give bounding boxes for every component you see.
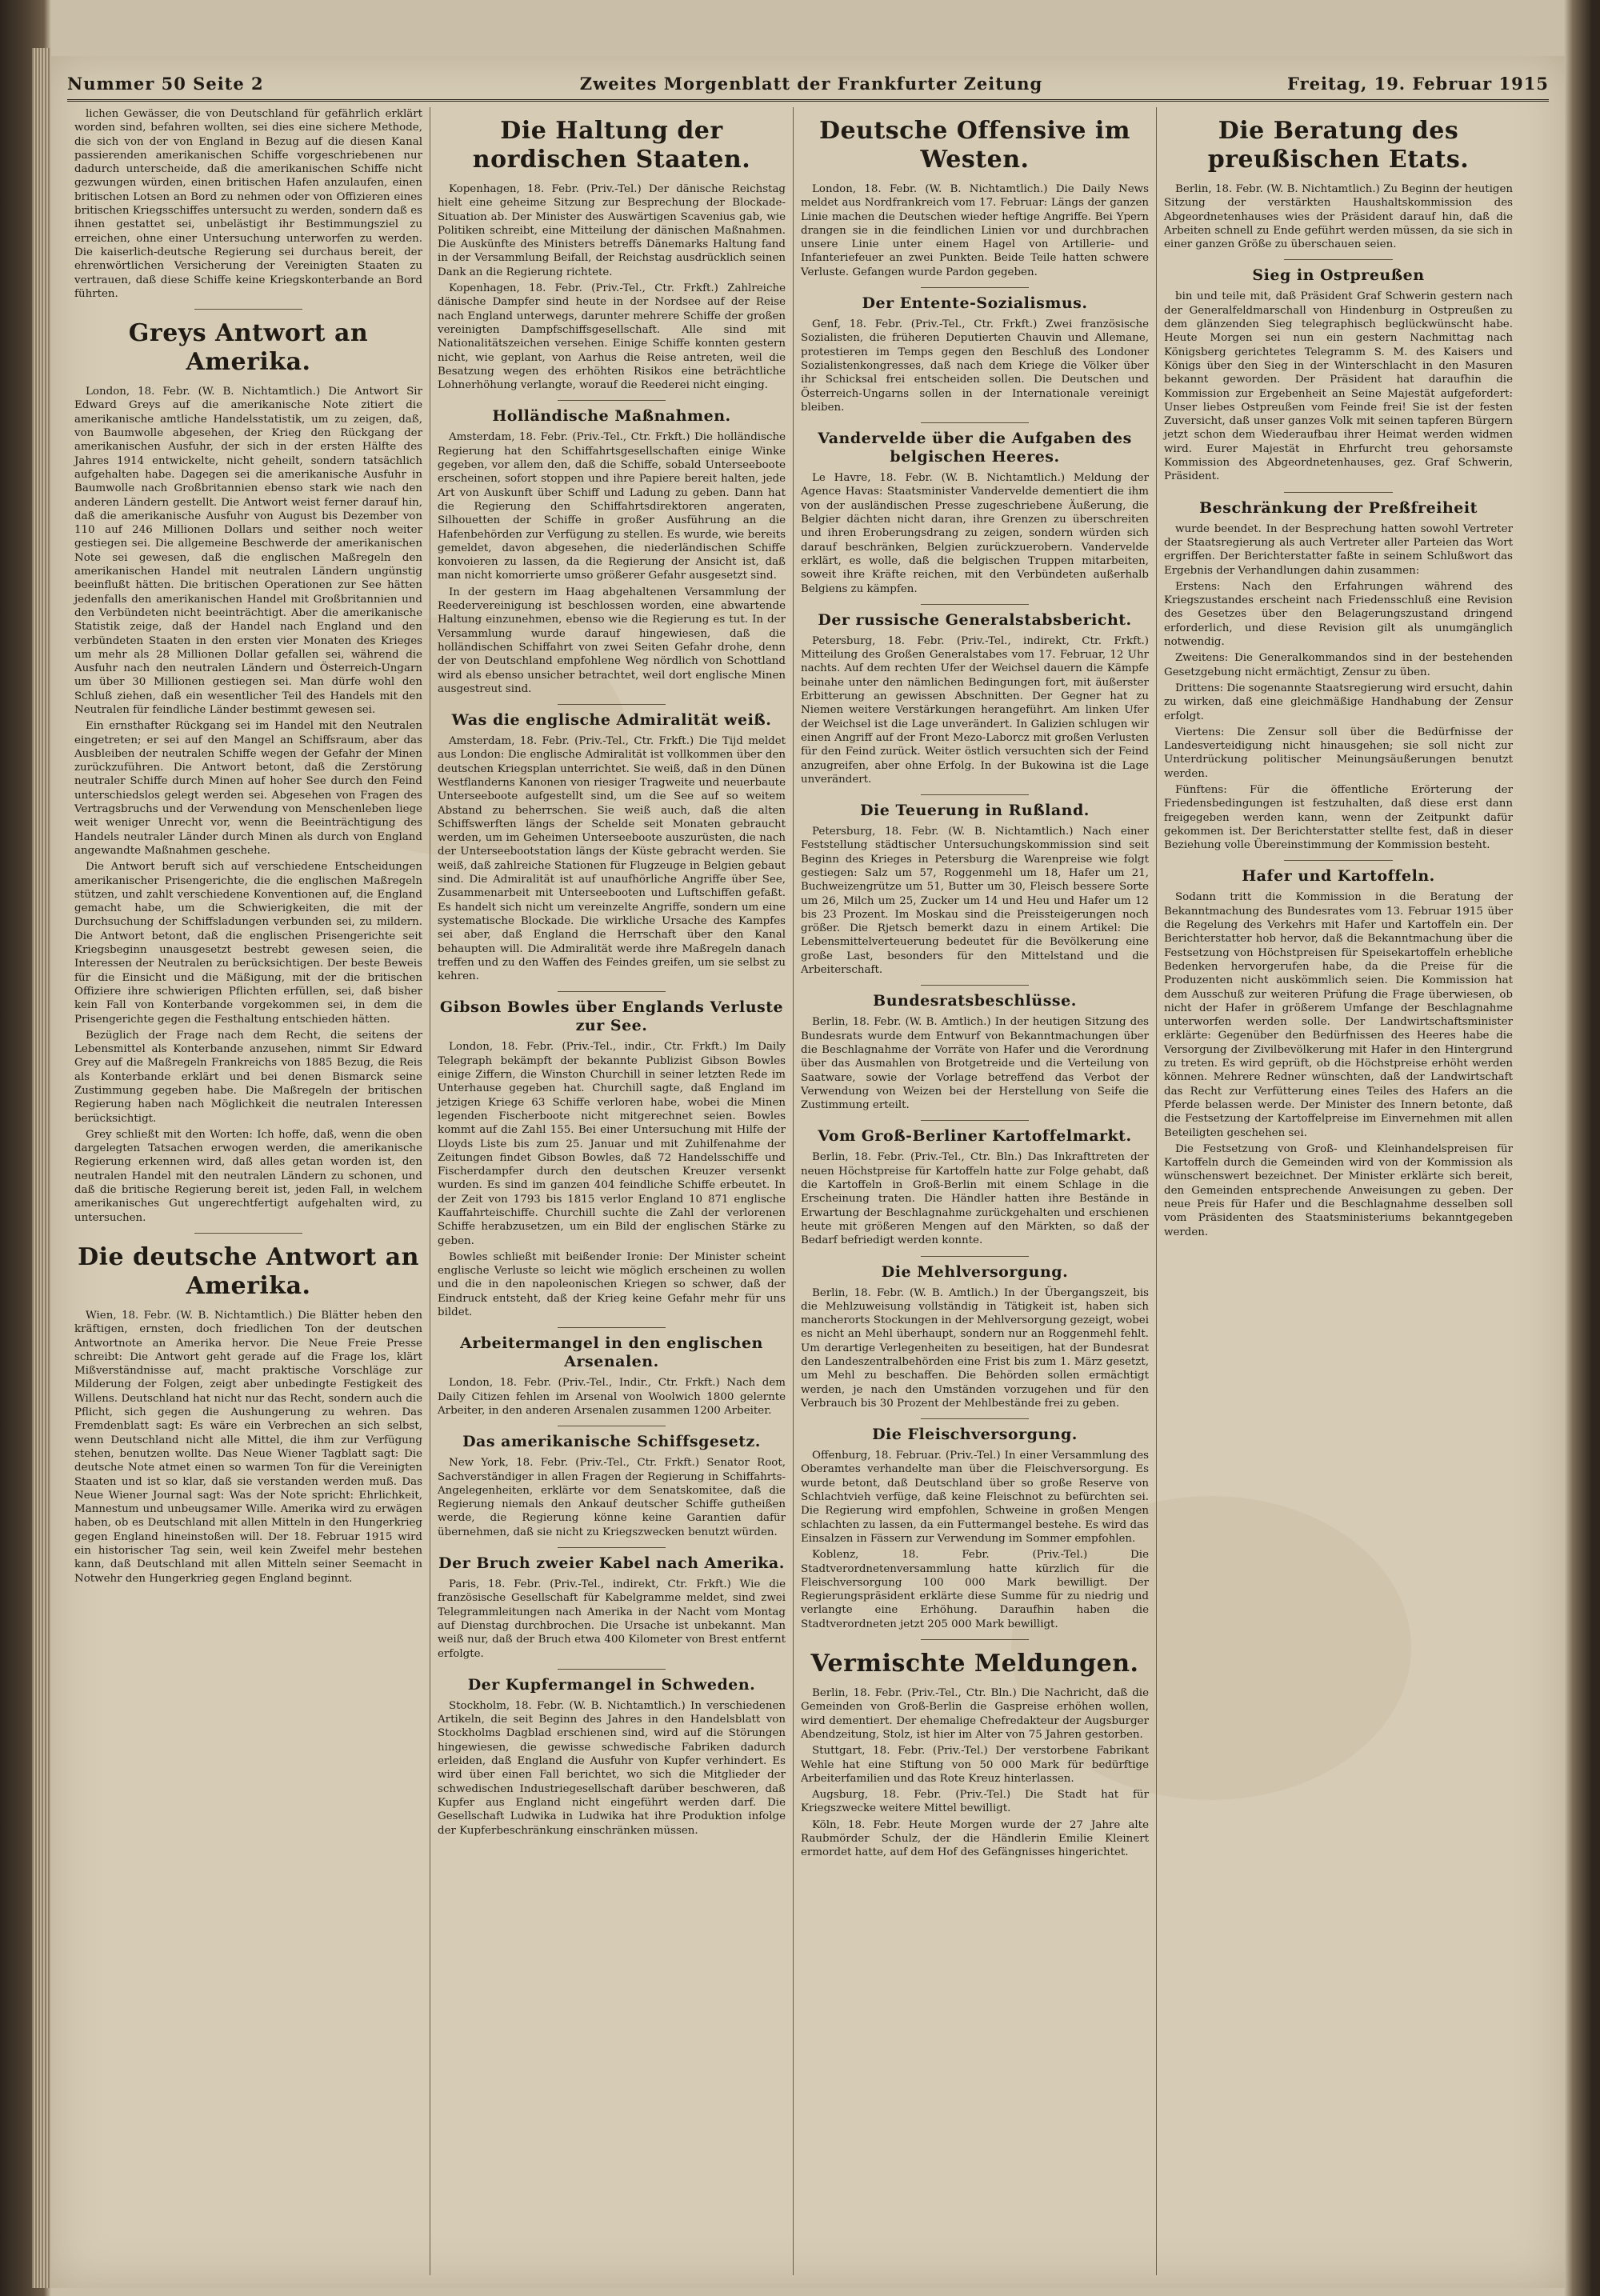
article [74, 309, 422, 1225]
article-paragraph: Fünftens: Für die öffentliche Erörterung der Friedensbedingungen ist festzuhalten, daß diese erst dann freigegeben werden kann, wenn der Zeitpunkt dafür gekommen ist. Der Berichterstatter stellte fest, daß in dieser Beziehung volle Übereinstimmung der Kommission besteht. [1164, 783, 1513, 852]
article-headline: Hafer und Kartoffeln. [1242, 867, 1435, 886]
article-headline: Greys Antwort an Amerika. [128, 319, 369, 377]
article-headline: Die Haltung der nordischen Staaten. [472, 117, 751, 174]
article-paragraph: Amsterdam, 18. Febr. (Priv.-Tel., Ctr. Frkft.) Die holländische Regierung hat den Schiffahrtsgesellschaften einige Winke gegeben, vor allem den, daß die Schiffe, sobald Unterseeboote erscheinen, sofort stoppen und ihre Papiere bereit halten, jede Art von Auskunft über Schiff und Ladung zu geben. Dann hat die Regierung den Schiffahrtsdirektoren angeraten, Silhouetten der Schiffe in großer Ausführung an die Hafenbehörden zur Verfügung zu stellen. Es wurde, wie bereits gemeldet, davon abgesehen, die niederländischen Schiffe konvoieren zu lassen, da die Regierung der Ansicht ist, daß man nicht komorrierte umso größerer Gefahr ausgesetzt sind. [438, 431, 786, 582]
article [1164, 117, 1513, 251]
article [438, 704, 786, 983]
article-paragraph: Petersburg, 18. Febr. (Priv.-Tel., indirekt, Ctr. Frkft.) Mitteilung des Großen Generalstabes vom 17. Februar, 12 Uhr nachts. Auf dem rechten Ufer der Weichsel dauern die Kämpfe beinahe unter den nämlichen Bedingungen fort, mit äußerster Erbitterung an gewissen Abschnitten. Der Gegner hat zu Niemen weitere Verstärkungen herangeführt. Am linken Ufer der Weichsel ist die Lage unverändert. In Galizien schlugen wir einen Angriff auf der Front Mezo-Laborcz mit großen Verlusten für den Feind zurück. Weiter östlich versuchten sich der Feind anzugreifen, aber ohne Erfolg. In der Bukowina ist die Lage unverändert. [801, 634, 1149, 786]
article-paragraph: Sodann tritt die Kommission in die Beratung der Bekanntmachung des Bundesrates vom 13. Februar 1915 über die Regelung des Verkehrs mit Hafer und Kartoffeln ein. Der Berichterstatter hob hervor, daß die Bekanntmachung über die Festsetzung von Höchstpreisen für Speisekartoffeln erhebliche Bedenken hervorgerufen habe, da die Preise für die Produzenten nicht auskömmlich seien. Die Kommission hat dem Ausschuß zur weiteren Prüfung die Frage überwiesen, ob nicht der Hafer in größerem Umfange der Beschlagnahme unterworfen werden solle. Der Landwirtschaftsminister erklärte: Gegenüber den Bedürfnissen des Heeres habe die Versorgung der Zivilbevölkerung mit Hafer in den Hintergrund zu treten. Es wird geprüft, ob die Höchstpreise erhöht werden können. Mehrere Redner wünschten, daß der Landwirtschaft das Recht zur Verfütterung eines Teiles des Hafers an die Pferde belassen werde. Der Minister des Innern betonte, daß die Festsetzung der Kartoffelpreise im Einvernehmen mit allen Beteiligten geschehen sei. [1164, 891, 1513, 1139]
article-paragraph: Bezüglich der Frage nach dem Recht, die seitens der Lebensmittel als Konterbande anzusehen, nimmt Sir Edward Grey auf die Maßregeln Frankreichs von 1885 Bezug, die Reis als Konterbande erklärt und bei denen Bismarck seine Zustimmung gegeben habe. Die Maßregeln der britischen Regierung haben nach Möglichkeit die neutralen Interessen berücksichtigt. [74, 1029, 422, 1125]
column-rule [558, 1547, 666, 1548]
article-paragraph: Drittens: Die sogenannte Staatsregierung wird ersucht, dahin zu wirken, daß eine gleichmäßige Handhabung der Zensur erfolgt. [1164, 682, 1513, 722]
article-paragraph: Kopenhagen, 18. Febr. (Priv.-Tel., Ctr. Frkft.) Zahlreiche dänische Dampfer sind heute in der Nordsee auf der Reise nach England unterwegs, darunter mehrere Schiffe der großen vereinigten Dampfschiffsgesellschaft. Alle sind mit Nationalitätszeichen versehen. Einige Schiffe konnten gestern nicht, wie geplant, von Aarhus die Reise antreten, weil die Besatzung wegen des erhöhten Risikos eine beträchtliche Lohnerhöhung verlangte, worauf die Reederei nicht einging. [438, 282, 786, 392]
article-paragraph: Berlin, 18. Febr. (W. B. Nichtamtlich.) Zu Beginn der heutigen Sitzung der verstärkten Haushaltskommission des Abgeordnetenhauses wies der Präsident darauf hin, daß die Arbeiten schnell zu Ende geführt werden müssen, da sie sich in einer ganzen Größe zu überschauen seien. [1164, 183, 1513, 251]
article-paragraph: Stockholm, 18. Febr. (W. B. Nichtamtlich.) In verschiedenen Artikeln, die seit Beginn des Jahres in den Handelsblatt von Stockholms Dagblad erschienen sind, wird auf die Störungen hingewiesen, die gewisse schwedische Fabriken dadurch erleiden, daß England die Ausfuhr von Kupfer verhindert. Es wird über einen Fall berichtet, wo sich die Mitglieder der schwedischen Industriegesellschaft darüber beschweren, daß Kupfer aus England nicht eingeführt werden darf. Die Gesellschaft Ludwika in Ludwika hat ihre Produktion infolge der Kupferbeschränkung einschränken müssen. [438, 1699, 786, 1837]
article-paragraph: Stuttgart, 18. Febr. (Priv.-Tel.) Der verstorbene Fabrikant Wehle hat eine Stiftung von 50 000 Mark für bedürftige Arbeiterfamilien und das Rote Kreuz hinterlassen. [801, 1745, 1149, 1785]
article [801, 117, 1149, 279]
article-paragraph: Köln, 18. Febr. Heute Morgen wurde der 27 Jahre alte Raubmörder Schulz, der die Händlerin Emilie Kleinert ermordet hatte, auf dem Hof des Gefängnisses hingerichtet. [801, 1818, 1149, 1859]
article-paragraph: lichen Gewässer, die von Deutschland für gefährlich erklärt worden sind, befahren wollten, sei dies eine sichere Methode, die sich von der von England in Bezug auf die diesen Kanal passierenden amerikanischen Schiffe vorgeschriebenen nur dadurch unterscheide, daß die amerikanischen Schiffe nicht gezwungen würden, einen britischen Hafen anzulaufen, einen britischen Lotsen an Bord zu nehmen oder von Offizieren eines britischen Kriegsschiffes untersucht zu werden, sondern daß es ihnen gestattet sei, unbelästigt ihr Bestimmungsziel zu erreichen, ohne einer Untersuchung unterworfen zu werden. Die kaiserlich-deutsche Regierung sei durchaus bereit, der ehrenwörtlichen Versicherung der Vereinigten Staaten zu vertrauen, daß diese Schiffe keine Kriegskonterbande an Bord führten. [74, 108, 422, 300]
article-headline: Arbeitermangel in den englischen Arsenalen. [460, 1334, 763, 1371]
article-headline: Beschränkung der Preßfreiheit [1199, 498, 1478, 517]
article-paragraph: New York, 18. Febr. (Priv.-Tel., Ctr. Frkft.) Senator Root, Sachverständiger in allen Fragen der Regierung in Schiffahrts-Angelegenheiten, erklärte vor dem Senatskomitee, daß die Regierung niemals den Ankauf deutscher Schiffe gutheißen werde, die Regierung könne keine Garantien dafür übernehmen, daß sie nicht zu Kriegszwecken benutzt würden. [438, 1457, 786, 1538]
column-rule [921, 985, 1029, 986]
column-rule [558, 400, 666, 401]
article-headline: Die deutsche Antwort an Amerika. [78, 1242, 419, 1300]
column-rule [194, 1233, 302, 1234]
column-rule [558, 1669, 666, 1670]
article [801, 985, 1149, 1112]
issue-date: Freitag, 19. Februar 1915 [1287, 74, 1549, 94]
page-number-label: Nummer 50 Seite 2 [67, 74, 264, 94]
article-headline: Die Mehlversorgung. [881, 1262, 1069, 1281]
article-paragraph: Petersburg, 18. Febr. (W. B. Nichtamtlich.) Nach einer Feststellung städtischer Untersuchungskommission sind seit Beginn des Krieges in Petersburg die Warenpreise wie folgt gestiegen: Salz um 57, Roggenmehl um 18, Hafer um 21, Buchweizengrütze um 51, Butter um 30, Fleisch bessere Sorte um 26, Milch um 25, Zucker um 14 und Heu und Hafer um 12 bis 23 Prozent. Im Moskau sind die Preissteigerungen noch größer. Die Rjetsch bemerkt dazu in einem Artikel: Die Lebensmittelverteuerung bedeutet für die Bevölkerung eine große Last, besonders für den Mittelstand und die Arbeiterschaft. [801, 826, 1149, 977]
article [74, 1233, 422, 1586]
article-paragraph: Ein ernsthafter Rückgang sei im Handel mit den Neutralen eingetreten; er sei auf den Mangel an Schiffsraum, aber das Ausbleiben der neutralen Schiffe wegen der Gefahr der Minen zurückzuführen. Die Antwort betont, daß die Zerstörung neutraler Schiffe durch Minen auf hoher See durch den Feind unterschiedslos gelegt werden sei. Abgesehen von Fragen des Vertragsbruchs und der Verwendung von Menschenleben liege weit weniger Unrecht vor, wenn die Beeinträchtigung des Handels neutraler Länder durch Minen als durch von England angewandte Maßnahmen geschehe. [74, 720, 422, 857]
article-paragraph: Wien, 18. Febr. (W. B. Nichtamtlich.) Die Blätter heben den kräftigen, ernsten, doch friedlichen Ton der deutschen Antwortnote an Amerika hervor. Die Neue Freie Presse schreibt: Die Antwort geht gerade auf die Frage los, klärt Mißverständnisse auf, macht praktische Vorschläge zur Milderung der Folgen, zeigt aber unbedingte Festigkeit des Willens. Deutschland hat nicht nur das Recht, sondern auch die Pflicht, sich gegen die Aushungerung zu wehren. Das Fremdenblatt sagt: Es wäre ein Verbrechen an sich selbst, wenn Deutschland nicht alle Mittel, die ihm zur Verfügung stehen, benutzen wollte. Das Neue Wiener Tagblatt sagt: Die deutsche Note atmet einen so warmen Ton für die Vereinigten Staaten und ist so klar, daß sie verstanden werden muß. Das Neue Wiener Journal sagt: Was der Note spricht: Ehrlichkeit, Mannestum und unbeugsamer Wille. Amerika wird zu erwägen haben, ob es Deutschland mit allen Mitteln in den Hungerkrieg gegen England hineinstoßen will. Der 18. Februar 1915 wird ein historischer Tag sein, weil kein Zweifel mehr bestehen kann, daß Deutschland mit allen Mitteln seiner Seemacht in Notwehr den Hungerkrieg gegen England beginnt. [74, 1309, 422, 1585]
article-paragraph: Augsburg, 18. Febr. (Priv.-Tel.) Die Stadt hat für Kriegszwecke weitere Mittel bewilligt. [801, 1789, 1149, 1815]
column-rule [1284, 860, 1393, 861]
article-paragraph: London, 18. Febr. (W. B. Nichtamtlich.) Die Daily News meldet aus Nordfrankreich vom 17. Februar: Längs der ganzen Linie machen die Deutschen wieder heftige Angriffe. Bei Ypern drangen sie in die feindlichen Linien vor und durchbrachen unsere Linie unter einem Hagel von Artillerie- und Infanteriefeuer an zwei Punkten. Beide Teile hatten schwere Verluste. Gefangen wurde Pardon gegeben. [801, 183, 1149, 278]
column-rule [921, 287, 1029, 288]
column-rule [921, 794, 1029, 795]
column-4 [1157, 107, 1520, 2275]
article-paragraph: Amsterdam, 18. Febr. (Priv.-Tel., Ctr. Frkft.) Die Tijd meldet aus London: Die englische Admiralität ist vollkommen über den deutschen Kriegsplan unterrichtet. Sie weiß, daß in den Dünen Westflanderns Kanonen von riesiger Tragweite und neuerbaute Unterseeboote aufgestellt sind, um die See auf so weitem Abstand zu beherrschen. Sie weiß auch, daß die alten Schiffswerften längs der Schelde seit Monaten gebraucht werden, um im Geheimen Unterseeboote auszurüsten, die nach der Unterseebootstation längs der Küste gebracht werden. Sie weiß, daß zahlreiche Stationen für Flugzeuge in Belgien gebaut sind. Die Admiralität ist auf unaufhörliche Angriffe über See, Zusammenarbeit mit Unterseebooten und Luftschiffen gefaßt. Es handelt sich nicht um vereinzelte Angriffe, sondern um eine systematische Blockade. Die wirkliche Ursache des Kampfes sei aber, daß England die Herrschaft über den Kanal behaupten will. Die Admiralität werde ihre Maßregeln danach treffen und zu den Waffen des Feindes greifen, um sie selbst zu kehren. [438, 735, 786, 983]
article-paragraph: Berlin, 18. Febr. (Priv.-Tel., Ctr. Bln.) Die Nachricht, daß die Gemeinden von Groß-Berlin die Gaspreise erhöhen wollen, wird dementiert. Der ehemalige Chefredakteur der Augsburger Abendzeitung, Stolz, ist hier im Alter von 75 Jahren gestorben. [801, 1687, 1149, 1741]
article-paragraph: Zweitens: Die Generalkommandos sind in der bestehenden Gesetzgebung nicht ermächtigt, Zensur zu üben. [1164, 652, 1513, 678]
column-layout [67, 107, 1549, 2275]
article [801, 604, 1149, 786]
article-headline: Die Teuerung in Rußland. [860, 802, 1090, 820]
article-headline: Vermischte Meldungen. [810, 1650, 1139, 1678]
article [74, 107, 422, 301]
newspaper-page [51, 56, 1565, 2288]
article-headline: Sieg in Ostpreußen [1252, 266, 1425, 285]
article [438, 1669, 786, 1838]
article-paragraph: bin und teile mit, daß Präsident Graf Schwerin gestern nach der Generalfeldmarschall von Hindenburg in Ostpreußen zu dem glänzenden Sieg telegraphisch beglückwünscht habe. Heute Morgen sei nun ein gestern Nachmittag nach Königsberg gerichtetes Telegramm S. M. des Kaisers und Königs über den Sieg in der Winterschlacht in den Masuren bekannt geworden. Der Präsident hat daraufhin die Kommission zur Ergebenheit an Seine Majestät aufgefordert: Unser liebes Ostpreußen vom Feinde frei! Sie ist der festen Zuversicht, daß unser ganzes Volk mit seinen tapferen Bürgern jetzt schon dem Wiederaufbau ihrer Heimat werden widmen wird. Eurer Majestät in Ehrfurcht treu gehorsamste Kommission des Abgeordnetenhauses, gez. Graf Schwerin, Präsident. [1164, 290, 1513, 483]
article [438, 1547, 786, 1661]
article-paragraph: Viertens: Die Zensur soll über die Bedürfnisse der Landesverteidigung nicht hinausgehen; sie soll nicht zur Unterdrückung politischer Meinungsäußerungen benutzt werden. [1164, 726, 1513, 780]
article-headline: Bundesratsbeschlüsse. [873, 992, 1077, 1010]
article-paragraph: Grey schließt mit den Worten: Ich hoffe, daß, wenn die oben dargelegten Tatsachen erwogen werden, die amerikanische Regierung erkennen wird, daß alles getan worden ist, den neutralen Handel mit den neutralen Ländern zu schonen, und daß die britische Regierung bereit ist, jeden Fall, in welchem amerikanisches Gut ungerechtfertigt aufgehalten wird, zu untersuchen. [74, 1128, 422, 1224]
article-paragraph: Le Havre, 18. Febr. (W. B. Nichtamtlich.) Meldung der Agence Havas: Staatsminister Vandervelde dementiert die ihm von der ausländischen Presse zugeschriebene Äußerung, die Belgier dächten nicht daran, ihre Grenzen zu überschreiten und ihren Eroberungsdrang zu zeigen, sondern würden sich darauf beschränken, Belgien zurückzuerobern. Vandervelde erklärt, es wolle, daß die belgischen Truppen mitarbeiten, soweit ihre Kräfte reichen, mit den Verbündeten außerhalb Belgiens zu kämpfen. [801, 472, 1149, 595]
article [438, 991, 786, 1319]
column-3 [794, 107, 1157, 2275]
article-paragraph: Offenburg, 18. Februar. (Priv.-Tel.) In einer Versammlung des Oberamtes verhandelte man über die Fleischversorgung. Es wurde betont, daß Deutschland über so große Reserve von Schlachtvieh verfüge, daß keine Fleischnot zu befürchten sei. Die Regierung wird empfohlen, Schweine in großen Mengen schlachten zu lassen, da ein Futtermangel bestehe. Es wird das Einsalzen in Fässern zur Verwendung im Sommer empfohlen. [801, 1450, 1149, 1545]
article-headline: Was die englische Admiralität weiß. [451, 711, 772, 730]
article [438, 1426, 786, 1539]
article-paragraph: In der gestern im Haag abgehaltenen Versammlung der Reedervereinigung ist beschlossen worden, eine abwartende Haltung einzunehmen, ebenso wie die Regierung es tut. In der Versammlung wurde darauf hingewiesen, daß die holländischen Schiffahrt von zwei Seiten Gefahr drohe, denn der von Deutschland empfohlene Weg nördlich von Schottland wird als ebenso unsicher betrachtet, weil dort englische Minen ausgestreut sind. [438, 586, 786, 695]
article [438, 117, 786, 392]
article [438, 400, 786, 696]
article [1164, 492, 1513, 853]
article-headline: Die Fleischversorgung. [872, 1426, 1078, 1444]
page-header [67, 67, 1549, 102]
column-rule [921, 1418, 1029, 1419]
newspaper-name: Zweites Morgenblatt der Frankfurter Zeitung [579, 74, 1043, 94]
article-headline: Vom Groß-Berliner Kartoffelmarkt. [818, 1127, 1132, 1146]
article-headline: Gibson Bowles über Englands Verluste zur See. [439, 998, 784, 1035]
article-paragraph: Koblenz, 18. Febr. (Priv.-Tel.) Die Stadtverordnetenversammlung hatte kürzlich für die Fleischversorgung 100 000 Mark bewilligt. Der Regierungspräsident erklärte diese Summe für zu niedrig und verlangte eine Erhöhung. Daraufhin haben die Stadtverordneten jetzt 205 000 Mark bewilligt. [801, 1549, 1149, 1630]
article-paragraph: Berlin, 18. Febr. (Priv.-Tel., Ctr. Bln.) Das Inkrafttreten der neuen Höchstpreise für Kartoffeln hatte zur Folge gehabt, daß die Kartoffeln in Groß-Berlin mit einem Schlage in die Erscheinung traten. Die Händler hatten ihre Bestände in Erwartung der Beschlagnahme zurückgehalten und erschienen heute mit größeren Mengen auf den Märkten, so daß der Bedarf befriedigt werden konnte. [801, 1151, 1149, 1247]
column-rule [921, 1256, 1029, 1257]
article-paragraph: Genf, 18. Febr. (Priv.-Tel., Ctr. Frkft.) Zwei französische Sozialisten, die früheren Deputierten Chauvin und Allemane, protestieren im Temps gegen den Beschluß des Londoner Sozialistenkongresses, daß nach dem Kriege die Völker über ihr Schicksal frei entscheiden sollen. Die Deutschen und Österreich-Ungarns sollen in der Internationale vereinigt bleiben. [801, 318, 1149, 414]
article [801, 1639, 1149, 1860]
column-1 [67, 107, 430, 2275]
article-paragraph: London, 18. Febr. (Priv.-Tel., indir., Ctr. Frkft.) Im Daily Telegraph bekämpft der bekannte Publizist Gibson Bowles einige Ziffern, die Winston Churchill in seiner letzten Rede im Unterhause gegeben hat. Churchill sagte, daß England im jetzigen Kriege 63 Schiffe verloren habe, wobei die Minen legenden Fischerboote nicht mitgerechnet seien. Bowles kommt auf die Zahl 155. Bei einer Untersuchung mit Hilfe der Lloyds Liste bis zum 25. Januar und mit Zuhilfenahme der Zeitungen findet Gibson Bowles, daß 72 Handelsschiffe und Fischerdampfer durch den deutschen Kreuzer versenkt wurden. Es sind im ganzen 404 feindliche Schiffe erbeutet. In der Zeit von 1793 bis 1815 verlor England 10 871 englische Kauffahrteischiffe. Churchill suchte die Zahl der verlorenen Schiffe herabzusetzen, um ein Bild der englischen Stärke zu geben. [438, 1041, 786, 1247]
column-rule [1284, 492, 1393, 493]
article [801, 794, 1149, 977]
page-stack-edge [32, 48, 51, 2288]
article-paragraph: Berlin, 18. Febr. (W. B. Amtlich.) In der Übergangszeit, bis die Mehlzuweisung vollständig in Tätigkeit ist, haben sich mancherorts Stockungen in der Mehlversorgung gezeigt, wobei es nicht an Mehl überhaupt, sondern nur an Roggenmehl fehlt. Um derartige Verlegenheiten zu beseitigen, hat der Bundesrat den Landeszentralbehörden eine Frist bis zum 1. März gesetzt, um Mehl zu beschaffen. Die Behörden sollen ermächtigt werden, je nach den Umständen vorzugehen und für den Verbrauch bis 30 Prozent der Mehlbestände frei zu geben. [801, 1286, 1149, 1410]
column-rule [921, 604, 1029, 605]
column-rule [194, 309, 302, 310]
article-paragraph: Paris, 18. Febr. (Priv.-Tel., indirekt, Ctr. Frkft.) Wie die französische Gesellschaft für Kabelgramme meldet, sind zwei Telegrammleitungen nach Amerika in der Nacht vom Montag auf Dienstag durchbrochen. Die Ursache ist unbekannt. Man weiß nur, daß der Bruch etwa 400 Kilometer von Brest entfernt erfolgte. [438, 1578, 786, 1660]
article-paragraph: Kopenhagen, 18. Febr. (Priv.-Tel.) Der dänische Reichstag hielt eine geheime Sitzung zur Besprechung der Blockade-Situation ab. Der Minister des Auswärtigen Scavenius gab, wie Politiken schreibt, eine Mitteilung der dänischen Maßnahmen. Die Auskünfte des Ministers betreffs Dänemarks Haltung fand in der Versammlung Beifall, der Reichstag ausdrücklich seinen Dank an die Regierung richtete. [438, 183, 786, 278]
article-headline: Holländische Maßnahmen. [492, 407, 731, 426]
article [438, 1327, 786, 1418]
column-rule [921, 1120, 1029, 1121]
article-headline: Deutsche Offensive im Westen. [818, 117, 1130, 174]
article-paragraph: Berlin, 18. Febr. (W. B. Amtlich.) In der heutigen Sitzung des Bundesrats wurde dem Entwurf von Bekanntmachungen über die Beschlagnahme der Vorräte von Hafer und die Verordnung über das Ausmahlen von Brotgetreide und die Verteilung von Saatware, sowie der Vorlage betreffend das Verbot der Verwendung von Weizen bei der Herstellung von Seife die Zustimmung erteilt. [801, 1016, 1149, 1112]
article-headline: Das amerikanische Schiffsgesetz. [462, 1433, 761, 1451]
article-paragraph: Die Antwort beruft sich auf verschiedene Entscheidungen amerikanischer Prisengerichte, die die englischen Maßregeln stützen, und zahlt verschiedene Konventionen auf, die England gemacht habe, um die Schwierigkeiten, die mit der Durchsuchung der Schiffsladungen verbunden sei, zu mildern. Die Antwort betont, daß die englischen Prisengerichte seit Kriegsbeginn unausgesetzt bestrebt gewesen seien, die Interessen der Neutralen zu berücksichtigen. Der beste Beweis für die Einsicht und die Mäßigung, mit der die britischen Offiziere ihre schwierigen Pflichten erfüllen, sei, daß bisher kein Fall von Konterbande vorgekommen sei, in dem die Prisengerichte gegen die Festhaltung entschieden hätten. [74, 861, 422, 1026]
column-rule [921, 422, 1029, 423]
column-rule [921, 1639, 1029, 1640]
article [801, 1120, 1149, 1247]
article [801, 422, 1149, 596]
article-paragraph: London, 18. Febr. (Priv.-Tel., Indir., Ctr. Frkft.) Nach dem Daily Citizen fehlen im Arsenal von Woolwich 1800 gelernte Arbeiter, in den anderen Arsenalen zusammen 1200 Arbeiter. [438, 1377, 786, 1417]
column-rule [558, 1327, 666, 1328]
article [1164, 860, 1513, 1238]
article-headline: Die Beratung des preußischen Etats. [1207, 117, 1470, 174]
article-headline: Der Bruch zweier Kabel nach Amerika. [438, 1554, 785, 1573]
article [1164, 259, 1513, 483]
article-headline: Der russische Generalstabsbericht. [818, 610, 1132, 629]
article-headline: Vandervelde über die Aufgaben des belgischen Heeres. [818, 430, 1132, 466]
article [801, 1418, 1149, 1631]
column-rule [558, 991, 666, 992]
article-paragraph: Bowles schließt mit beißender Ironie: Der Minister scheint englische Verluste so leicht wie möglich erscheinen zu wollen und die in den napoleonischen Kriegen so schwer, daß der Eindruck entsteht, daß der Krieg keine Gefahr mehr für uns bildet. [438, 1250, 786, 1319]
column-rule [558, 704, 666, 705]
article [801, 287, 1149, 414]
article-headline: Der Entente-Sozialismus. [862, 294, 1088, 313]
article [801, 1256, 1149, 1411]
article-paragraph: wurde beendet. In der Besprechung hatten sowohl Vertreter der Staatsregierung als auch Vertreter aller Parteien das Wort ergriffen. Der Berichterstatter faßte in seinem Schlußwort das Ergebnis der Verhandlungen dahin zusammen: [1164, 522, 1513, 577]
article-paragraph: Die Festsetzung von Groß- und Kleinhandelspreisen für Kartoffeln durch die Gemeinden wird von der Kommission als wünschenswert bezeichnet. Der Minister erklärte sich bereit, den Gemeinden entsprechende Anweisungen zu geben. Der neue Preis für Hafer und die Beschlagnahme desselben soll vom Präsidenten des Staatsministeriums bekanntgegeben werden. [1164, 1142, 1513, 1238]
article-headline: Der Kupfermangel in Schweden. [467, 1675, 756, 1694]
article-paragraph: London, 18. Febr. (W. B. Nichtamtlich.) Die Antwort Sir Edward Greys auf die amerikanische Note zitiert die amerikanische amtliche Handelsstatistik, um zu zeigen, daß, von Baumwolle abgesehen, der Krieg den Rückgang der amerikanischen Ausfuhr, der sich in der ersten Hälfte des Jahres 1914 entwickelte, nicht geheilt, sondern tatsächlich aufgehalten habe. Dagegen sei die amerikanische Ausfuhr in Baumwolle nach Großbritannien ebenso stark wie nach den anderen Ländern gestellt. Die Antwort weist ferner darauf hin, daß die amerikanische Ausfuhr von August bis Dezember von 110 auf 246 Millionen Dollars und seither noch weiter gestiegen sei. Die allgemeine Beschwerde der amerikanischen Note sei gewesen, daß die englischen Maßregeln den amerikanischen Handel mit neutralen Ländern ungünstig beeinflußt hätten. Die britischen Operationen zur See hätten jedenfalls den amerikanischen Handel mit Großbritannien und den Verbündeten nicht beeinträchtigt. Aber die amerikanische Statistik zeige, daß der Handel nach England und den verbündeten Staaten in den ersten vier Monaten des Krieges um mehr als 28 Millionen Dollar gefallen sei, während die Ausfuhr nach den neutralen Ländern und Österreich-Ungarn um über 30 Millionen gestiegen sei. Man dürfe wohl den Schluß ziehen, daß ein wesentlicher Teil des Handels mit den Neutralen für feindliche Länder bestimmt gewesen sei. [74, 386, 422, 716]
column-rule [1284, 259, 1393, 260]
column-2 [430, 107, 794, 2275]
article-paragraph: Erstens: Nach den Erfahrungen während des Kriegszustandes erscheint nach Friedensschluß eine Revision des Gesetzes über den Belagerungszustand dringend erforderlich, und diese Revision gilt als unumgänglich notwendig. [1164, 580, 1513, 649]
